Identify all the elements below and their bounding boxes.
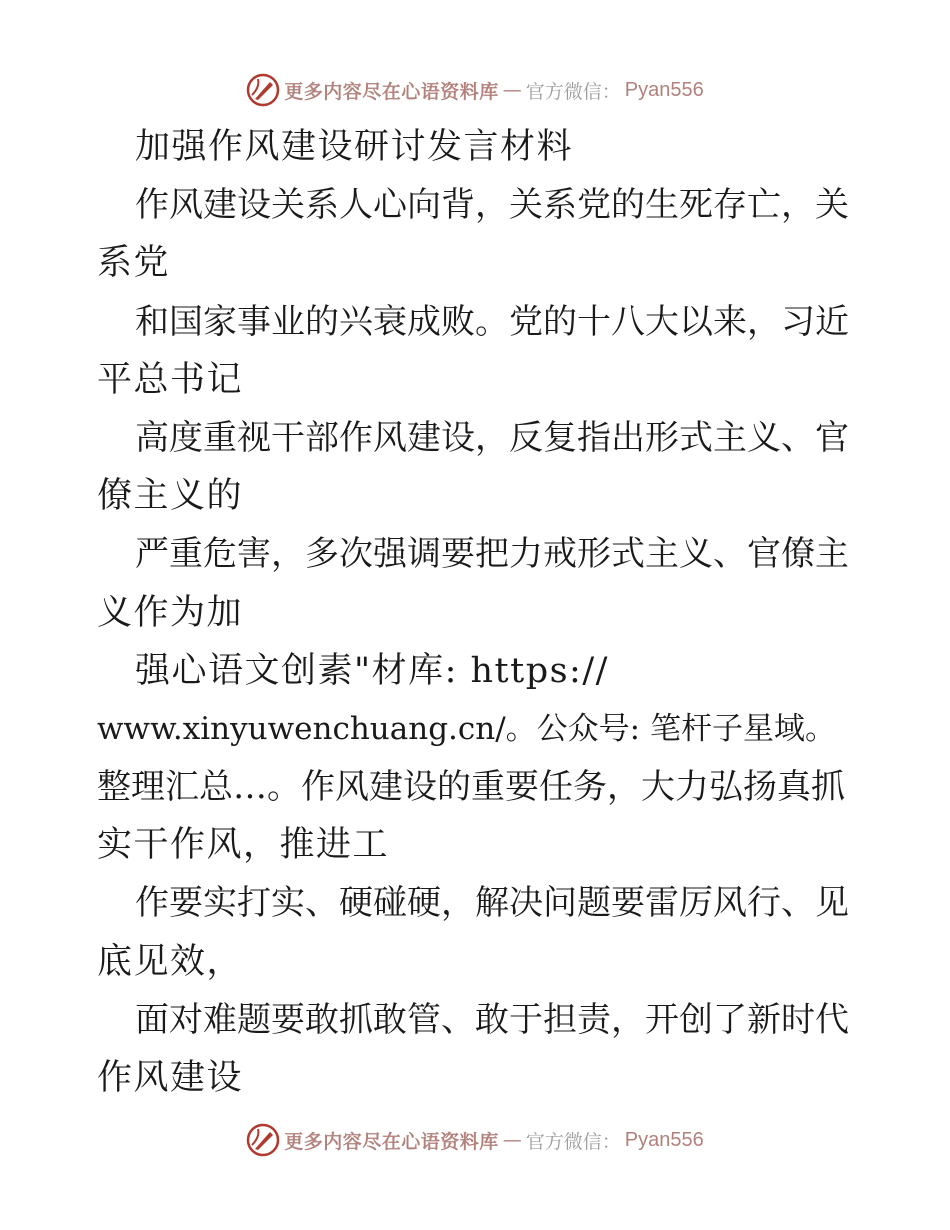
paragraph-line: 僚主义的 [97, 476, 244, 517]
paragraph-line: 作要实打实、硬碰硬，解决问题要雷厉风行、见 [135, 883, 849, 924]
document-body [97, 118, 857, 1107]
paragraph-line: 强心语文创素"材库: https:// [135, 650, 609, 691]
paragraph-line: 和国家事业的兴衰成败。党的十八大以来，习近 [135, 301, 849, 342]
paragraph-line: 实干作风，推进工 [97, 825, 390, 866]
banner-wechat-label: 官方微信： [525, 80, 621, 103]
paragraph-line: 平总书记 [97, 359, 244, 400]
paragraph-line-url: www.xinyuwenchuang.cn/。公众号: 笔杆子星域。 [97, 710, 836, 747]
header-banner-content [246, 73, 704, 107]
banner-library-text: 更多内容尽在心语资料库 [284, 1130, 499, 1153]
paragraph-line: 义作为加 [97, 592, 244, 633]
paragraph-line: 整理汇总…。作风建设的重要任务，大力弘扬真抓 [97, 767, 845, 808]
paragraph-line: 面对难题要敢抓敢管、敢于担责，开创了新时代 [135, 999, 849, 1040]
banner-library-text: 更多内容尽在心语资料库 [284, 80, 499, 103]
banner-wechat-id: Pyan556 [624, 1128, 704, 1151]
paragraph-line: 作风建设关系人心向背，关系党的生死存亡，关 [135, 185, 849, 226]
footer-banner-content [246, 1123, 704, 1157]
paragraph-line: 严重危害，多次强调要把力戒形式主义、官僚主 [135, 534, 849, 575]
header-banner [0, 70, 950, 110]
banner-dash: — [502, 1129, 522, 1151]
quill-seal-icon [246, 1123, 280, 1157]
banner-wechat-label: 官方微信： [525, 1130, 621, 1153]
paragraph-line: 作风建设 [97, 1058, 244, 1098]
paragraph-line: 高度重视干部作风建设，反复指出形式主义、官 [135, 417, 849, 458]
quill-seal-icon [246, 73, 280, 107]
paragraph-line: 系党 [97, 243, 171, 284]
banner-wechat-id: Pyan556 [624, 78, 704, 101]
document-title: 加强作风建设研讨发言材料 [135, 127, 574, 167]
paragraph-line: 底见效， [97, 941, 244, 982]
footer-banner [0, 1120, 950, 1160]
banner-dash: — [502, 79, 522, 101]
